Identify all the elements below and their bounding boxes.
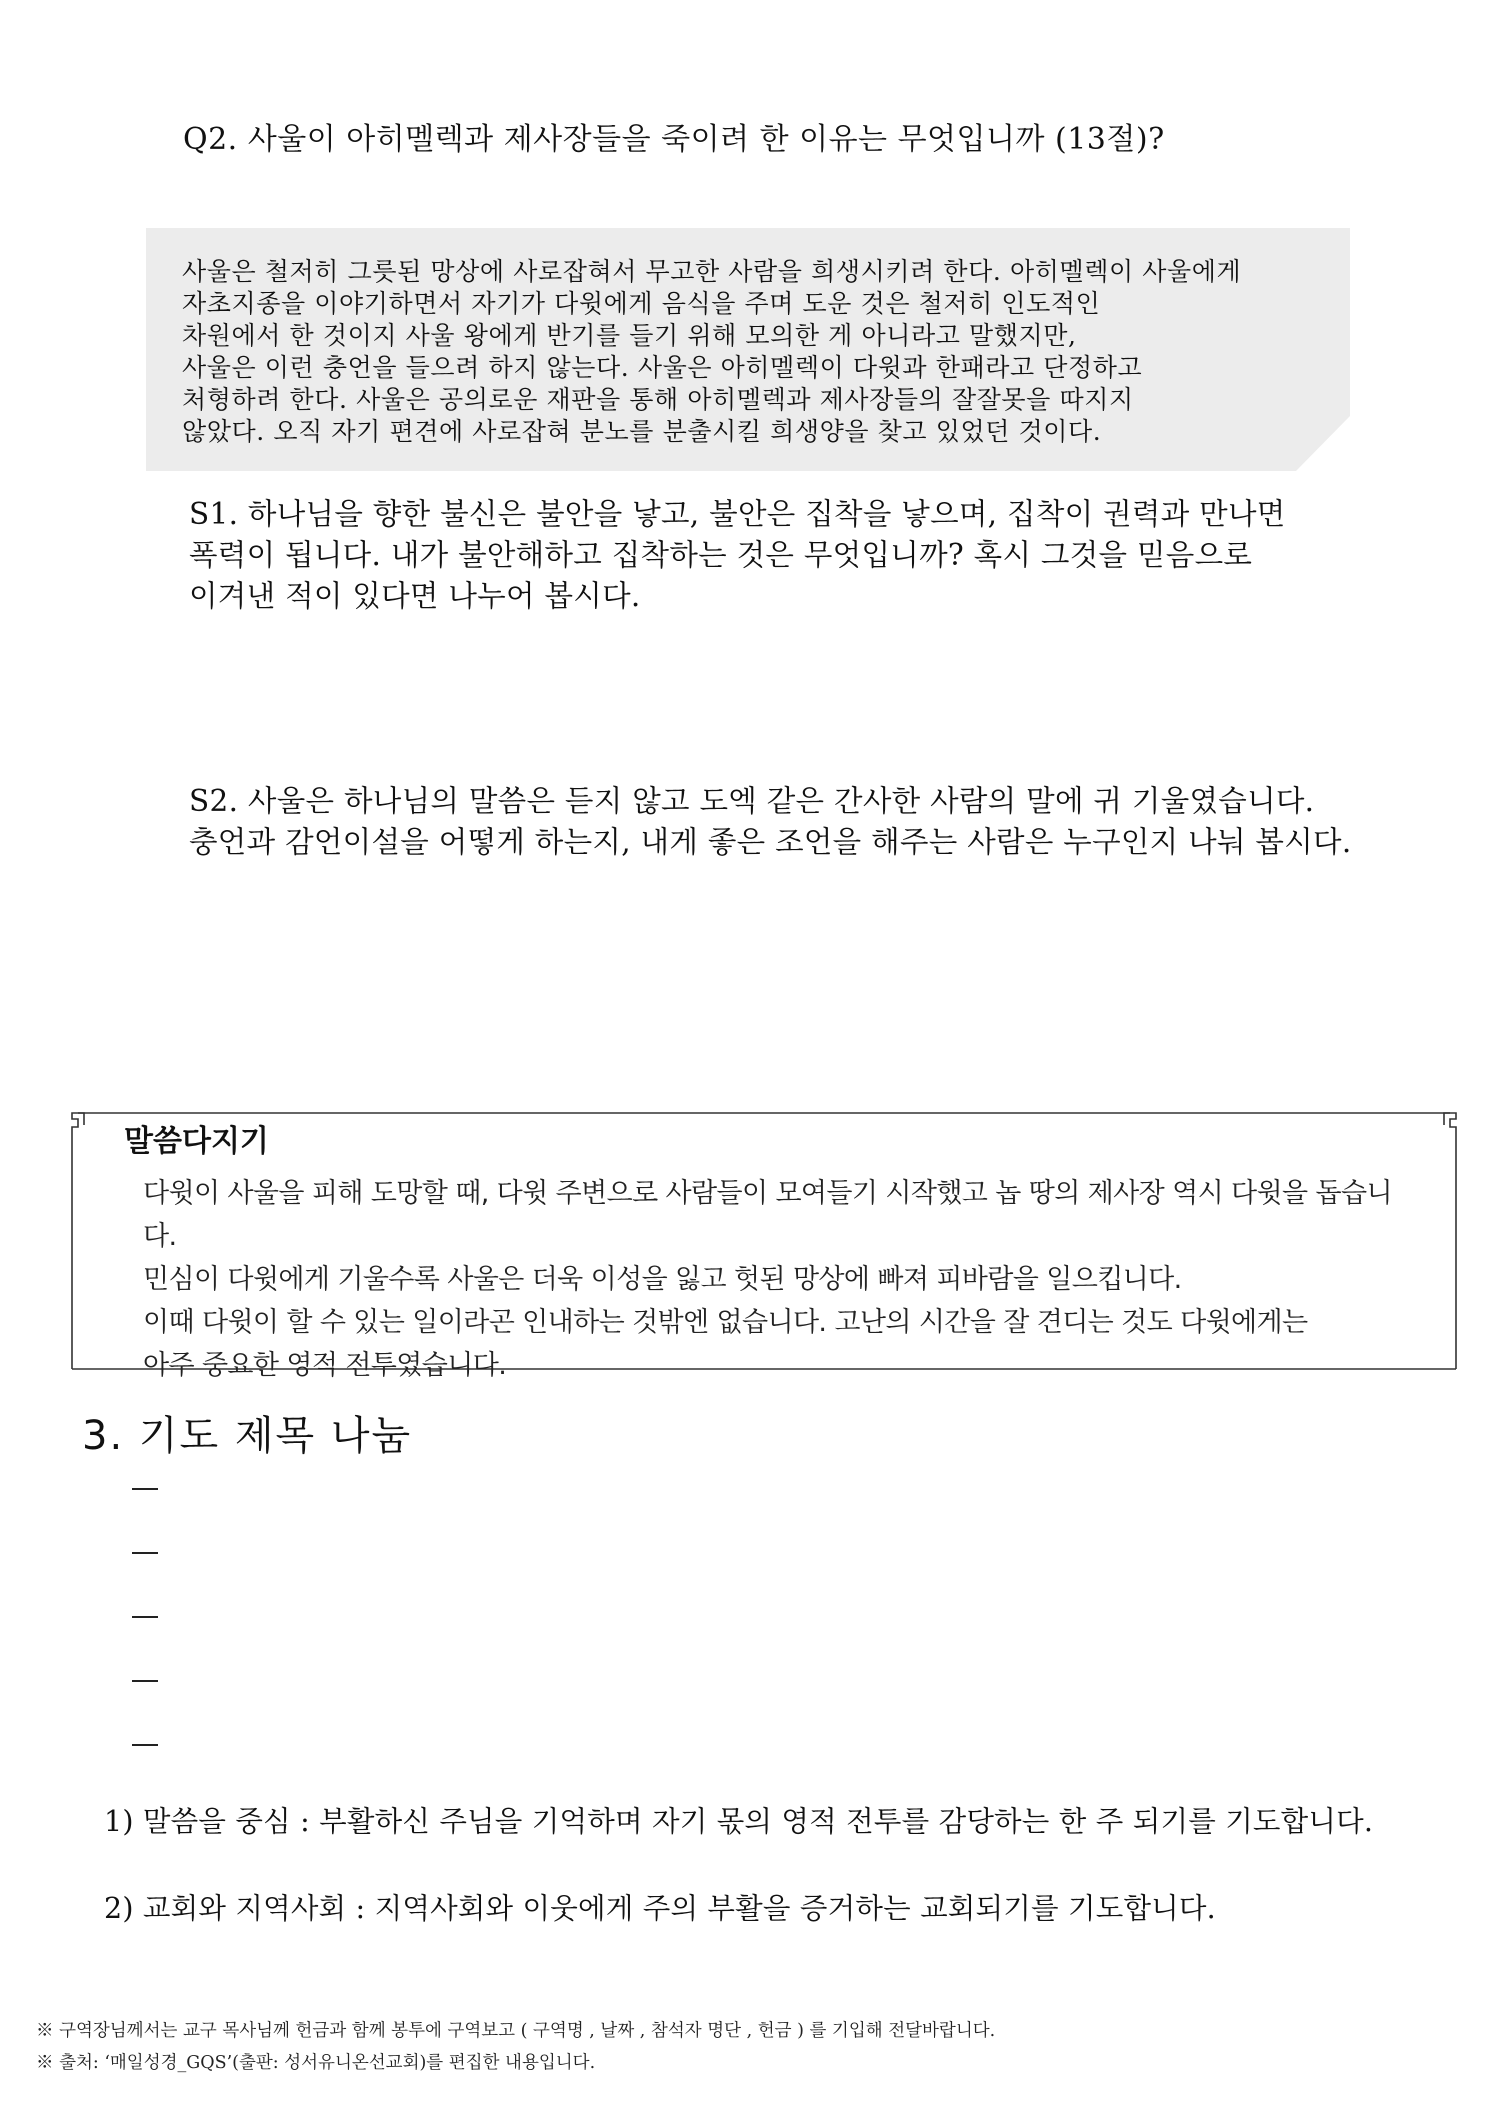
footnote: ※ 구역장님께서는 교구 목사님께 헌금과 함께 봉투에 구역보고 ( 구역명 , 날짜 , 참석자 명단 , 헌금 ) 를 기입해 전달바랍니다.	[36, 2021, 996, 2041]
prayer-item: 2) 교회와 지역사회 : 지역사회와 이웃에게 주의 부활을 증거하는 교회되기를 기도합니다.	[104, 1892, 1216, 1925]
footnote: ※ 출처: ‘매일성경_GQS’(출판: 성서유니온선교회)를 편집한 내용입니다.	[36, 2053, 596, 2073]
prayer-blank-line	[132, 1680, 158, 1682]
prayer-blank-line	[132, 1616, 158, 1618]
prayer-blank-line	[132, 1744, 158, 1746]
question-s2: S2. 사울은 하나님의 말씀은 듣지 않고 도엑 같은 간사한 사람의 말에 귀 기울였습니다. 충언과 감언이설을 어떻게 하는지, 내게 좋은 조언을 해주는 사람은 누구인지 나눠 봅시다.	[189, 784, 1352, 859]
prayer-item: 1) 말씀을 중심 : 부활하신 주님을 기억하며 자기 몫의 영적 전투를 감당하는 한 주 되기를 기도합니다.	[104, 1805, 1374, 1838]
prayer-blank-line	[132, 1488, 158, 1490]
question-s1: S1. 하나님을 향한 불신은 불안을 낳고, 불안은 집착을 낳으며, 집착이 권력과 만나면 폭력이 됩니다. 내가 불안해하고 집착하는 것은 무엇입니까? 혹시 그것을 믿음으로 이겨낸 적이 있다면 나누어 봅시다.	[189, 497, 1286, 613]
prayer-blank-line	[132, 1552, 158, 1554]
question-q2: Q2. 사울이 아히멜렉과 제사장들을 죽이려 한 이유는 무엇입니까 (13절)?	[183, 122, 1165, 157]
word-section-body: 다윗이 사울을 피해 도망할 때, 다윗 주변으로 사람들이 모여들기 시작했고 놉 땅의 제사장 역시 다윗을 돕습니다. 민심이 다윗에게 기울수록 사울은 더욱 이성을 잃고 헛된 망상에 빠져 피바람을 일으킵니다. 이때 다윗이 할 수 있는 일이라곤 인내하는 것밖엔 없습니다. 고난의 시간을 잘 견디는 것도 다윗에게는 아주 중요한 영적 전투였습니다.	[143, 1178, 1392, 1381]
answer-text: 사울은 철저히 그릇된 망상에 사로잡혀서 무고한 사람을 희생시키려 한다. 아히멜렉이 사울에게 자초지종을 이야기하면서 자기가 다윗에게 음식을 주며 도운 것은 철저히 인도적인 차원에서 한 것이지 사울 왕에게 반기를 들기 위해 모의한 게 아니라고 말했지만, 사울은 이런 충언을 들으려 하지 않는다. 사울은 아히멜렉이 다윗과 한패라고 단정하고 처형하려 한다. 사울은 공의로운 재판을 통해 아히멜렉과 제사장들의 잘잘못을 따지지 않았다. 오직 자기 편견에 사로잡혀 분노를 분출시킬 희생양을 찾고 있었던 것이다.	[182, 257, 1242, 446]
word-section-title: 말씀다지기	[124, 1124, 269, 1159]
prayer-heading: 3. 기도 제목 나눔	[82, 1413, 413, 1459]
